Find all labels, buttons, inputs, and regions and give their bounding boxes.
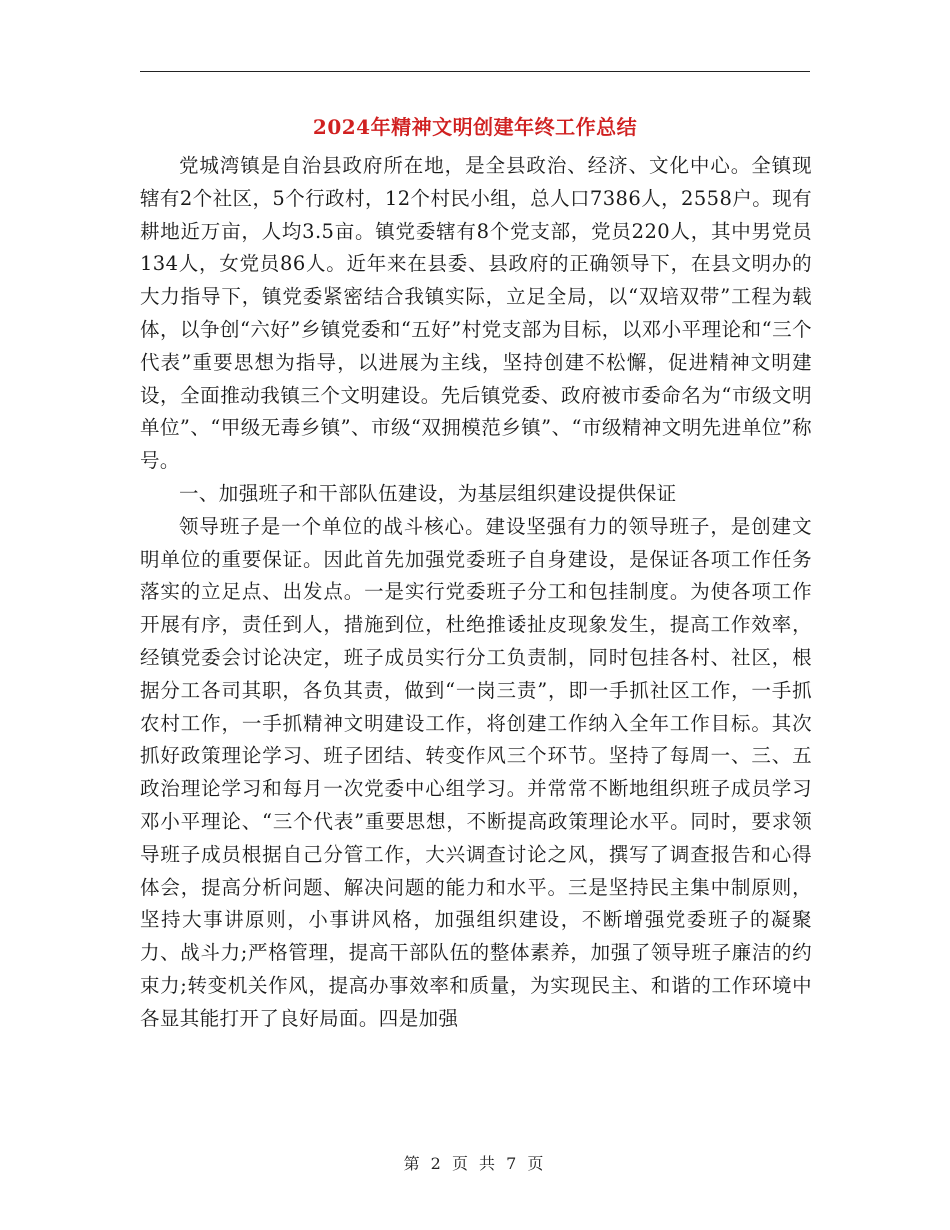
section-paragraph: 领导班子是一个单位的战斗核心。建设坚强有力的领导班子，是创建文明单位的重要保证。因此首先加强党委班子自身建设，是保证各项工作任务落实的立足点、出发点。一是实行党委班子分工和包挂制度。为使各项工作开展有序，责任到人，措施到位，杜绝推诿扯皮现象发生，提高工作效率，经镇党委会讨论决定，班子成员实行分工负责制，同时包挂各村、社区，根据分工各司其职，各负其责，做到“一岗三责”，即一手抓社区工作，一手抓农村工作，一手抓精神文明建设工作，将创建工作纳入全年工作目标。其次抓好政策理论学习、班子团结、转变作风三个环节。坚持了每周一、三、五政治理论学习和每月一次党委中心组学习。并常常不断地组织班子成员学习邓小平理论、“三个代表”重要思想，不断提高政策理论水平。同时，要求领导班子成员根据自己分管工作，大兴调查讨论之风，撰写了调查报告和心得体会，提高分析问题、解决问题的能力和水平。三是坚持民主集中制原则，坚持大事讲原则，小事讲风格，加强组织建设，不断增强党委班子的凝聚力、战斗力;严格管理，提高干部队伍的整体素养，加强了领导班子廉洁的约束力;转变机关作风，提高办事效率和质量，为实现民主、和谐的工作环境中各显其能打开了良好局面。四是加强: [140, 514, 812, 1030]
header-rule: [140, 71, 810, 72]
document-body: [140, 150, 812, 1036]
page-number: 第 2 页 共 7 页: [403, 1154, 547, 1173]
section-heading: 一、加强班子和干部队伍建设，为基层组织建设提供保证: [179, 481, 677, 505]
intro-paragraph: 党城湾镇是自治县政府所在地，是全县政治、经济、文化中心。全镇现辖有2个社区，5个行政村，12个村民小组，总人口7386人，2558户。现有耕地近万亩，人均3.5亩。镇党委辖有8个党支部，党员220人，其中男党员134人，女党员86人。近年来在县委、县政府的正确领导下，在县文明办的大力指导下，镇党委紧密结合我镇实际，立足全局，以“双培双带”工程为载体，以争创“六好”乡镇党委和“五好”村党支部为目标，以邓小平理论和“三个代表”重要思想为指导，以进展为主线，坚持创建不松懈，促进精神文明建设，全面推动我镇三个文明建设。先后镇党委、政府被市委命名为“市级文明单位”、“甲级无毒乡镇”、市级“双拥模范乡镇”、“市级精神文明先进单位”称号。: [140, 154, 812, 473]
document-title: 2024年精神文明创建年终工作总结: [312, 115, 638, 139]
